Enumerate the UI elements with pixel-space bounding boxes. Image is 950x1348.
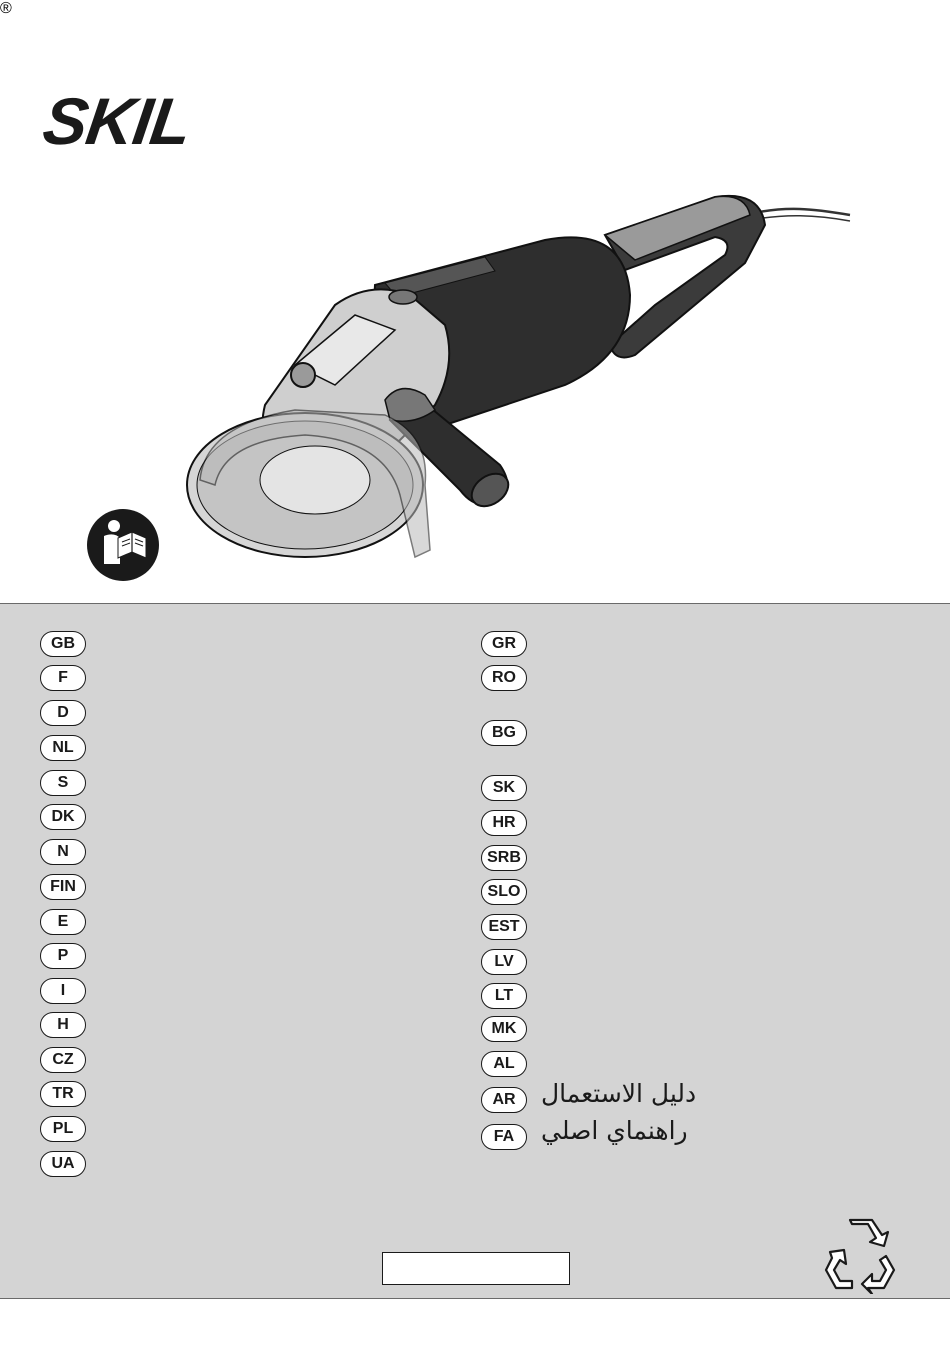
product-code-box [382, 1252, 570, 1285]
language-badge-sk: SK [481, 775, 527, 801]
language-badge-ar: AR [481, 1087, 527, 1113]
language-badge-n: N [40, 839, 86, 865]
language-title-fa: راهنماي اصلي [541, 1116, 688, 1145]
language-badge-p: P [40, 943, 86, 969]
language-badge-slo: SLO [481, 879, 527, 905]
language-badge-s: S [40, 770, 86, 796]
language-badge-mk: MK [481, 1016, 527, 1042]
language-badge-gb: GB [40, 631, 86, 657]
angle-grinder-illustration [185, 185, 865, 580]
language-badge-cz: CZ [40, 1047, 86, 1073]
language-badge-al: AL [481, 1051, 527, 1077]
language-badge-fa: FA [481, 1124, 527, 1150]
language-badge-ro: RO [481, 665, 527, 691]
language-badge-tr: TR [40, 1081, 86, 1107]
language-badge-hr: HR [481, 810, 527, 836]
language-badge-bg: BG [481, 720, 527, 746]
language-title-ar: دليل الاستعمال [541, 1079, 697, 1108]
read-manual-icon [86, 508, 160, 582]
language-panel [0, 603, 950, 1299]
language-badge-e: E [40, 909, 86, 935]
language-badge-dk: DK [40, 804, 86, 830]
language-badge-srb: SRB [481, 845, 527, 871]
language-badge-fin: FIN [40, 874, 86, 900]
brand-name: SKIL [38, 84, 196, 158]
language-badge-h: H [40, 1012, 86, 1038]
language-badge-ua: UA [40, 1151, 86, 1177]
language-badge-lt: LT [481, 983, 527, 1009]
language-badge-f: F [40, 665, 86, 691]
language-badge-lv: LV [481, 949, 527, 975]
language-badge-i: I [40, 978, 86, 1004]
language-badge-nl: NL [40, 735, 86, 761]
brand-logo [38, 84, 250, 158]
registered-mark: ® [0, 0, 12, 17]
language-badge-gr: GR [481, 631, 527, 657]
language-badge-pl: PL [40, 1116, 86, 1142]
language-badge-est: EST [481, 914, 527, 940]
language-badge-d: D [40, 700, 86, 726]
recycle-icon [822, 1218, 898, 1294]
